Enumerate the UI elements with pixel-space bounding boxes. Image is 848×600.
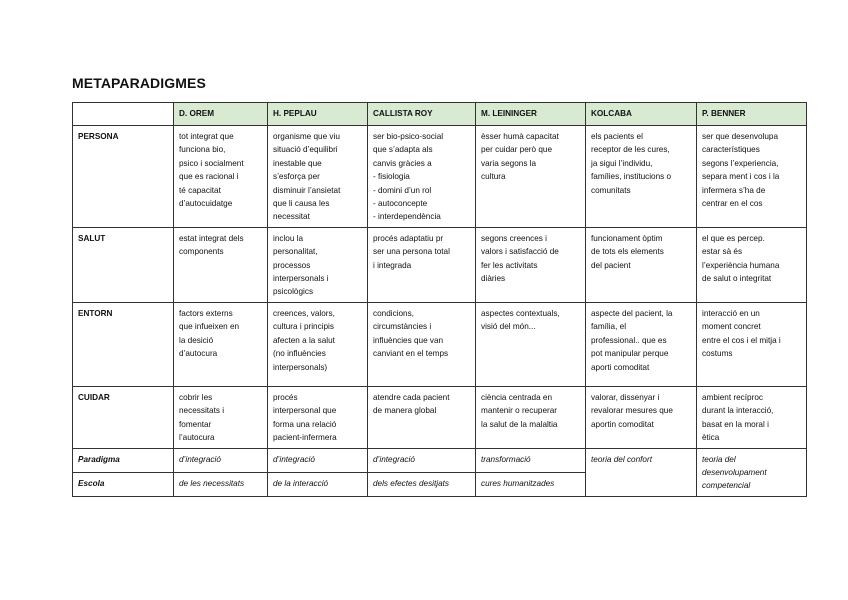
row-label-escola: Escola bbox=[73, 472, 174, 496]
cell-cuidar-peplau: procés interpersonal que forma una relació pacient-infermera bbox=[268, 386, 368, 448]
cell-escola-leininger: cures humanitzades bbox=[476, 472, 586, 496]
cell-cuidar-benner: ambient recíproc durant la interacció, basat en la moral i ètica bbox=[697, 386, 807, 448]
cell-merged-benner: teoria del desenvolupament competencial bbox=[697, 448, 807, 496]
row-label-entorn: ENTORN bbox=[73, 302, 174, 386]
table-row bbox=[73, 126, 807, 228]
cell-persona-kolcaba: els pacients el receptor de les cures, ja sigui l’individu, famílies, institucions o comunitats bbox=[586, 126, 697, 228]
header-benner: P. BENNER bbox=[697, 103, 807, 126]
header-orem: D. OREM bbox=[174, 103, 268, 126]
cell-cuidar-roy: atendre cada pacient de manera global bbox=[368, 386, 476, 448]
cell-persona-benner: ser que desenvolupa característiques segons l’experiencia, separa ment i cos i la infermera s’ha de centrar en el cos bbox=[697, 126, 807, 228]
cell-escola-roy: dels efectes desitjats bbox=[368, 472, 476, 496]
row-label-salut: SALUT bbox=[73, 227, 174, 302]
cell-entorn-roy: condicions, circumstàncies i influències que van canviant en el temps bbox=[368, 302, 476, 386]
header-corner bbox=[73, 103, 174, 126]
cell-salut-leininger: segons creences i valors i satisfacció de fer les activitats diàries bbox=[476, 227, 586, 302]
cell-escola-orem: de les necessitats bbox=[174, 472, 268, 496]
cell-paradigma-peplau: d’integració bbox=[268, 448, 368, 472]
cell-salut-orem: estat integrat dels components bbox=[174, 227, 268, 302]
table-row bbox=[73, 448, 807, 472]
cell-persona-leininger: èsser humà capacitat per cuidar però que varia segons la cultura bbox=[476, 126, 586, 228]
cell-merged-kolcaba: teoria del confort bbox=[586, 448, 697, 496]
row-label-cuidar: CUIDAR bbox=[73, 386, 174, 448]
cell-paradigma-roy: d’integració bbox=[368, 448, 476, 472]
cell-persona-peplau: organisme que viu situació d’equilibri inestable que s’esforça per disminuir l’ansietat que li causa les necessitat bbox=[268, 126, 368, 228]
table-row bbox=[73, 302, 807, 386]
cell-entorn-peplau: creences, valors, cultura i principis afecten a la salut (no influències interpersonals) bbox=[268, 302, 368, 386]
cell-entorn-orem: factors externs que infueixen en la desició d’autocura bbox=[174, 302, 268, 386]
cell-escola-peplau: de la interacció bbox=[268, 472, 368, 496]
row-label-persona: PERSONA bbox=[73, 126, 174, 228]
cell-persona-orem: tot integrat que funciona bio, psico i socialment que es racional i té capacitat d’autocuidatge bbox=[174, 126, 268, 228]
cell-paradigma-leininger: transformació bbox=[476, 448, 586, 472]
cell-salut-roy: procés adaptatiu pr ser una persona total i integrada bbox=[368, 227, 476, 302]
row-label-paradigma: Paradigma bbox=[73, 448, 174, 472]
cell-cuidar-kolcaba: valorar, dissenyar i revalorar mesures que aportin comoditat bbox=[586, 386, 697, 448]
cell-persona-roy: ser bio-psico-social que s’adapta als canvis gràcies a - fisiologia - domini d’un rol - autoconcepte - interdependència bbox=[368, 126, 476, 228]
cell-cuidar-leininger: ciència centrada en mantenir o recuperar la salut de la malaltia bbox=[476, 386, 586, 448]
table-row bbox=[73, 386, 807, 448]
cell-salut-benner: el que es percep. estar sà és l’experiència humana de salut o integritat bbox=[697, 227, 807, 302]
header-leininger: M. LEININGER bbox=[476, 103, 586, 126]
cell-entorn-leininger: aspectes contextuals, visió del món... bbox=[476, 302, 586, 386]
cell-entorn-kolcaba: aspecte del pacient, la família, el professional.. que es pot manipular perque aporti comoditat bbox=[586, 302, 697, 386]
header-peplau: H. PEPLAU bbox=[268, 103, 368, 126]
cell-paradigma-orem: d’integració bbox=[174, 448, 268, 472]
table-row bbox=[73, 227, 807, 302]
cell-salut-kolcaba: funcionament òptim de tots els elements del pacient bbox=[586, 227, 697, 302]
cell-salut-peplau: inclou la personalitat, processos interpersonals i psicològics bbox=[268, 227, 368, 302]
page-title: METAPARADIGMES bbox=[72, 75, 206, 91]
header-row bbox=[73, 103, 807, 126]
cell-cuidar-orem: cobrir les necessitats i fomentar l’autocura bbox=[174, 386, 268, 448]
metaparadigm-table bbox=[72, 102, 807, 497]
cell-entorn-benner: interacció en un moment concret entre el cos i el mitja i costums bbox=[697, 302, 807, 386]
header-kolcaba: KOLCABA bbox=[586, 103, 697, 126]
header-roy: CALLISTA ROY bbox=[368, 103, 476, 126]
